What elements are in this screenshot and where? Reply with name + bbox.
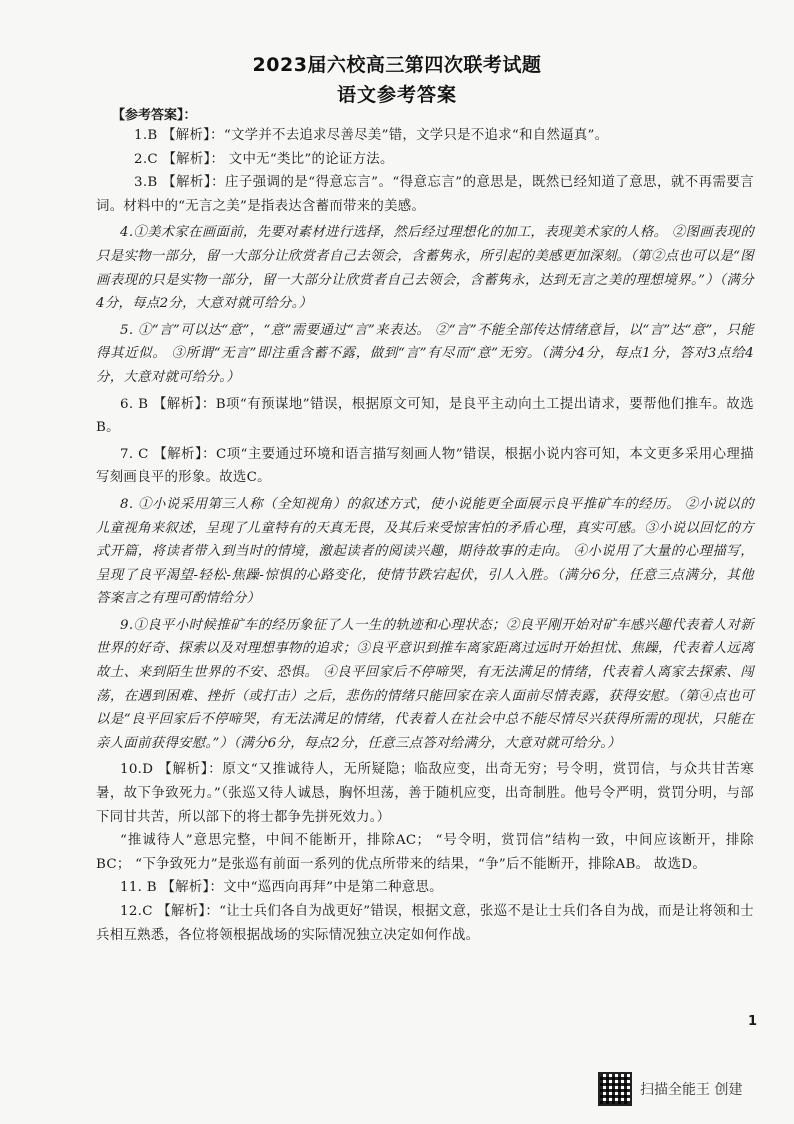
answer-item-1: 1.B 【解析】：“文学并不去追求尽善尽美”错，文学只是不追求“和自然逼真”。 [134, 128, 609, 143]
scanner-watermark [598, 1072, 742, 1106]
answer-item-11: 11. B 【解析】：文中“巡西向再拜”中是第二种意思。 [120, 880, 443, 896]
document-title: 2023届六校高三第四次联考试题 [252, 54, 542, 76]
scanner-text: 扫描全能王 创建 [640, 1082, 743, 1098]
answer-item-10: 10.D 【解析】：原文“又推诚待人，无所疑隐；临敌应变，出奇无穷；号令明，赏罚信，与众共甘苦寒暑，故下争致死力。”（张巡又待人诚恳，胸怀坦荡，善于随机应变，出奇制胜。他号令严明，赏罚分明，与部下同甘共苦，所以部下的将士都争先拼死效力。） [96, 762, 754, 825]
answer-item-6: 6. B 【解析】：B项“有预谋地”错误，根据原文可知，是良平主动向土工提出请求，要帮他们推车。故选B。 [96, 396, 754, 436]
section-label: 【参考答案】： [112, 108, 197, 123]
answer-item-9: 9.①良平小时候推矿车的经历象征了人一生的轨迹和心理状态；②良平刚开始对矿车感兴趣代表着人对新世界的好奇、探索以及对理想事物的追求；③良平意识到推车离家距离过远时开始担忧、焦躁，代表着人远离故土、来到陌生世界的不安、恐惧。 ④良平回家后不停啼哭，有无法满足的情绪，代表着人离家去探索、闯荡，在遇到困难、挫折（或打击）之后，悲伤的情绪只能回家在亲人面前尽情表露，获得安慰。（第④点也可以是“良平回家后不停啼哭，有无法满足的情绪，代表着人在社会中总不能尽情尽兴获得所需的现状，只能在亲人面前获得安慰。”）（满分6分，每点2分，任意三点答对给满分，大意对就可给分。） [96, 617, 754, 751]
answer-list [96, 124, 754, 947]
answer-item-12: 12.C 【解析】：“让士兵们各自为战更好”错误，根据文意，张巡不是让士兵们各自为战，而是让将领和士兵相互熟悉，各位将领根据战场的实际情况独立决定如何作战。 [96, 904, 754, 943]
answer-item-2: 2.C 【解析】： 文中无“类比”的论证方法。 [134, 151, 394, 167]
answer-item-7: 7. C 【解析】：C项“主要通过环境和语言描写刻画人物”错误，根据小说内容可知，本文更多采用心理描写刻画良平的形象。故选C。 [96, 446, 754, 486]
qr-code-icon [598, 1072, 632, 1106]
answer-item-5: 5. ①“言”可以达“意”，“意”需要通过“言”来表达。 ②“言”不能全部传达情绪意旨，以“言”达“意”，只能得其近似。 ③所谓“无言”即注重含蓄不露，做到“言”有尽而“意”无穷。（满分4分，每点1分，答对3点给4分，大意对就可给分。） [96, 322, 754, 385]
document-subtitle: 语文参考答案 [336, 84, 457, 106]
answer-item-8: 8. ①小说采用第三人称（全知视角）的叙述方式，使小说能更全面展示良平推矿车的经历。 ②小说以的儿童视角来叙述，呈现了儿童特有的天真无畏，及其后来受惊害怕的矛盾心理，真实可感。③小说以回忆的方式开篇，将读者带入到当时的情境，激起读者的阅读兴趣，期待故事的走向。 ④小说用了大量的心理描写，呈现了良平渴望-轻松-焦躁-惊惧的心路变化，使情节跌宕起伏，引人入胜。（满分6分，任意三点满分，其他答案言之有理可酌情给分） [96, 496, 754, 607]
answer-item-3: 3.B 【解析】：庄子强调的是“得意忘言”。“得意忘言”的意思是，既然已经知道了意思，就不再需要言词。材料中的“无言之美”是指表达含蓄而带来的美感。 [96, 175, 754, 214]
answer-item-4: 4.①美术家在画面前，先要对素材进行选择，然后经过理想化的加工，表现美术家的人格。 ②图画表现的只是实物一部分，留一大部分让欣赏者自己去领会，含蓄隽永，所引起的美感更加深刻。（第②点也可以是“图画表现的只是实物一部分，留一大部分让欣赏者自己去领会，含蓄隽永，达到无言之美的理想境界。”）（满分4分，每点2分，大意对就可给分。） [96, 225, 755, 312]
page-number: 1 [748, 1014, 758, 1029]
answer-item-10-analysis: “推诚待人”意思完整，中间不能断开，排除AC； “号令明，赏罚信”结构一致，中间应该断开，排除BC； “下争致死力”是张巡有前面一系列的优点所带来的结果，“争”后不能断开，排除AB。 故选D。 [96, 833, 754, 872]
